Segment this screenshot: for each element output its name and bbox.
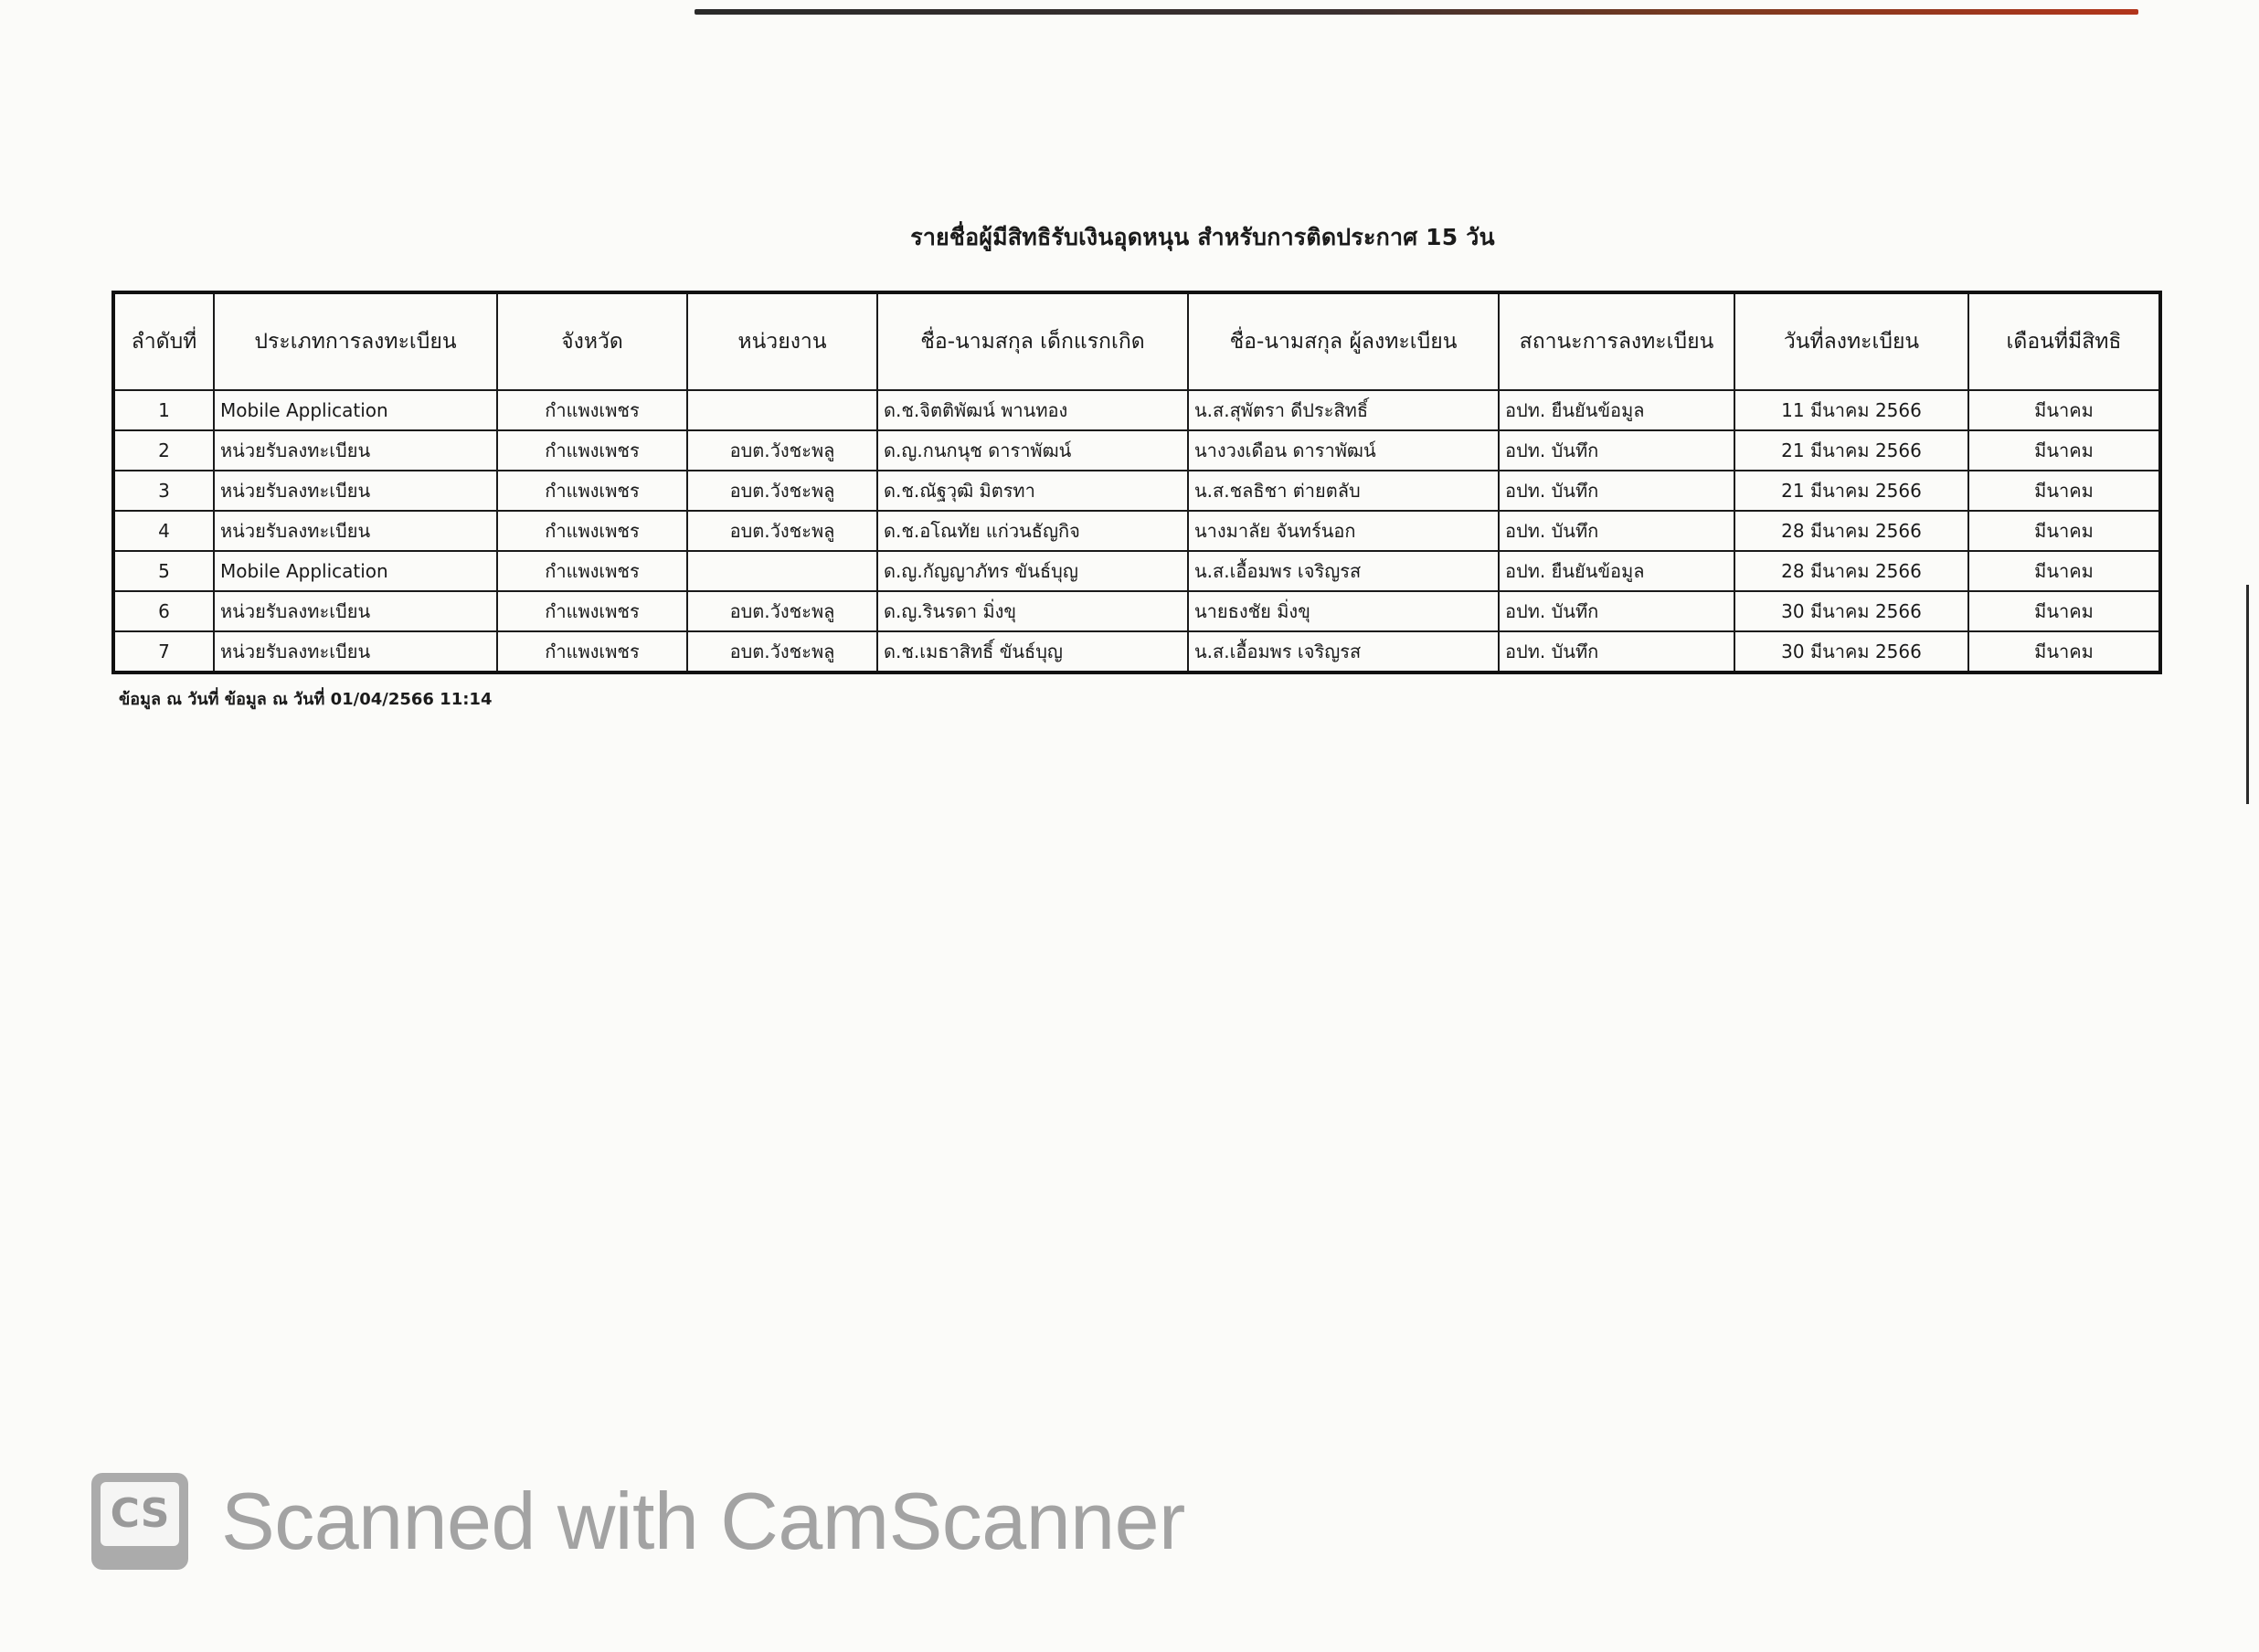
header-status: สถานะการลงทะเบียน [1499,292,1734,390]
cell-province: กำแพงเพชร [497,430,687,471]
cell-type: Mobile Application [214,390,497,430]
cell-child-name: ด.ญ.รินรดา มิ่งขุ [877,591,1188,631]
cell-date: 21 มีนาคม 2566 [1734,471,1968,511]
table-row [113,430,2160,471]
table-header-row [113,292,2160,390]
cell-no: 1 [113,390,214,430]
cell-registrant-name: น.ส.เอื้อมพร เจริญรส [1188,631,1499,672]
cell-child-name: ด.ญ.กนกนุช ดาราพัฒน์ [877,430,1188,471]
header-registrant-name: ชื่อ-นามสกุล ผู้ลงทะเบียน [1188,292,1499,390]
cell-agency: อบต.วังชะพลู [687,511,877,551]
cell-registrant-name: น.ส.ชลธิชา ต่ายตลับ [1188,471,1499,511]
cell-date: 30 มีนาคม 2566 [1734,631,1968,672]
cell-status: อปท. บันทึก [1499,511,1734,551]
header-month: เดือนที่มีสิทธิ [1968,292,2160,390]
cell-status: อปท. บันทึก [1499,471,1734,511]
header-date: วันที่ลงทะเบียน [1734,292,1968,390]
document-title: รายชื่อผู้มีสิทธิรับเงินอุดหนุน สำหรับการติดประกาศ 15 วัน [910,224,1495,250]
cell-status: อปท. ยืนยันข้อมูล [1499,390,1734,430]
cell-type: หน่วยรับลงทะเบียน [214,430,497,471]
header-agency: หน่วยงาน [687,292,877,390]
cell-status: อปท. บันทึก [1499,591,1734,631]
cell-province: กำแพงเพชร [497,631,687,672]
cell-date: 21 มีนาคม 2566 [1734,430,1968,471]
cell-month: มีนาคม [1968,591,2160,631]
cell-status: อปท. บันทึก [1499,631,1734,672]
cell-province: กำแพงเพชร [497,390,687,430]
cell-child-name: ด.ช.ณัฐวุฒิ มิตรทา [877,471,1188,511]
cell-registrant-name: น.ส.สุพัตรา ดีประสิทธิ์ [1188,390,1499,430]
cell-agency [687,551,877,591]
cell-registrant-name: นางวงเดือน ดาราพัฒน์ [1188,430,1499,471]
cell-province: กำแพงเพชร [497,511,687,551]
cell-no: 6 [113,591,214,631]
scan-right-edge [2246,585,2249,804]
cell-type: หน่วยรับลงทะเบียน [214,471,497,511]
cell-child-name: ด.ญ.กัญญาภัทร ขันธ์บุญ [877,551,1188,591]
table-row [113,631,2160,672]
cell-registrant-name: นายธงชัย มิ่งขุ [1188,591,1499,631]
cell-no: 2 [113,430,214,471]
cell-registrant-name: นางมาลัย จันทร์นอก [1188,511,1499,551]
header-type: ประเภทการลงทะเบียน [214,292,497,390]
registration-table [111,291,2162,674]
cell-province: กำแพงเพชร [497,591,687,631]
cell-no: 3 [113,471,214,511]
scan-top-edge [695,9,2138,15]
cell-registrant-name: น.ส.เอื้อมพร เจริญรส [1188,551,1499,591]
header-no: ลำดับที่ [113,292,214,390]
table-row [113,591,2160,631]
cell-type: Mobile Application [214,551,497,591]
camscanner-watermark: Scanned with CamScanner [221,1476,1185,1566]
cell-agency [687,390,877,430]
table-row [113,511,2160,551]
cell-no: 7 [113,631,214,672]
cell-status: อปท. บันทึก [1499,430,1734,471]
cell-date: 28 มีนาคม 2566 [1734,511,1968,551]
cell-province: กำแพงเพชร [497,551,687,591]
data-timestamp-note: ข้อมูล ณ วันที่ ข้อมูล ณ วันที่ 01/04/2566 11:14 [119,690,493,709]
cell-month: มีนาคม [1968,631,2160,672]
cell-no: 4 [113,511,214,551]
cell-type: หน่วยรับลงทะเบียน [214,631,497,672]
camscanner-logo-text: CS [101,1482,179,1546]
header-province: จังหวัด [497,292,687,390]
cell-child-name: ด.ช.จิตติพัฒน์ พานทอง [877,390,1188,430]
cell-date: 11 มีนาคม 2566 [1734,390,1968,430]
cell-month: มีนาคม [1968,551,2160,591]
cell-agency: อบต.วังชะพลู [687,471,877,511]
cell-date: 30 มีนาคม 2566 [1734,591,1968,631]
cell-agency: อบต.วังชะพลู [687,430,877,471]
cell-province: กำแพงเพชร [497,471,687,511]
cell-type: หน่วยรับลงทะเบียน [214,591,497,631]
cell-date: 28 มีนาคม 2566 [1734,551,1968,591]
cell-status: อปท. ยืนยันข้อมูล [1499,551,1734,591]
cell-agency: อบต.วังชะพลู [687,591,877,631]
cell-month: มีนาคม [1968,390,2160,430]
header-child-name: ชื่อ-นามสกุล เด็กแรกเกิด [877,292,1188,390]
cell-no: 5 [113,551,214,591]
table-row [113,471,2160,511]
cell-agency: อบต.วังชะพลู [687,631,877,672]
table-row [113,390,2160,430]
cell-type: หน่วยรับลงทะเบียน [214,511,497,551]
cell-month: มีนาคม [1968,430,2160,471]
cell-child-name: ด.ช.เมธาสิทธิ์ ขันธ์บุญ [877,631,1188,672]
camscanner-logo-icon [91,1473,188,1570]
cell-child-name: ด.ช.อโณทัย แก่วนธัญกิจ [877,511,1188,551]
cell-month: มีนาคม [1968,471,2160,511]
table-row [113,551,2160,591]
cell-month: มีนาคม [1968,511,2160,551]
